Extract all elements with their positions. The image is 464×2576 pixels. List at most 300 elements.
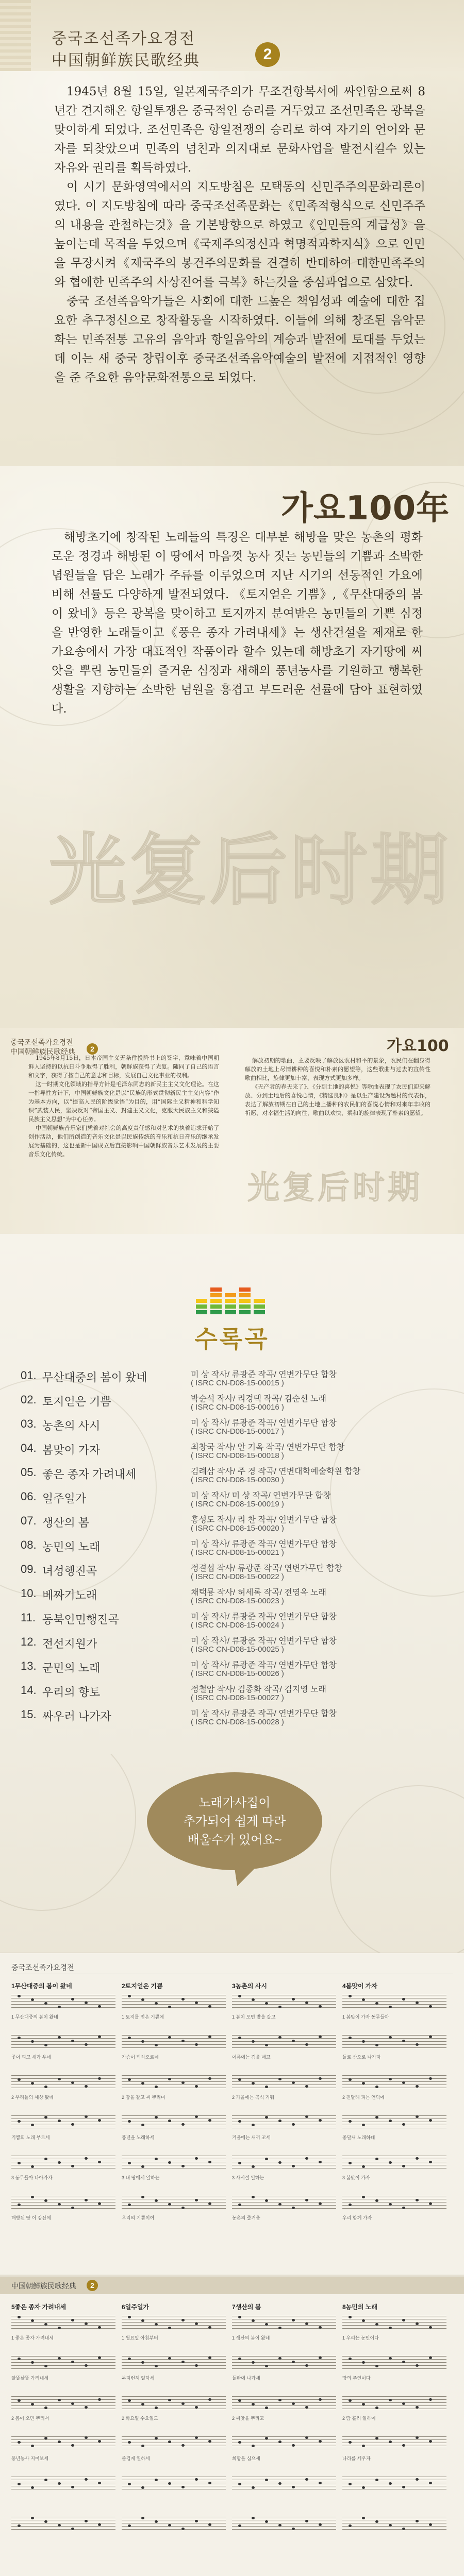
music-note: [389, 2203, 392, 2206]
lyric-line: 1 월요일 아침부터: [122, 2335, 158, 2341]
lyric-line: 풍년농사 지어보세: [11, 2456, 49, 2461]
music-note: [416, 2478, 419, 2481]
music-note: [305, 2478, 308, 2481]
lyric-line: 꽃이 피고 새가 우네: [11, 2055, 52, 2060]
staff-line: [122, 2075, 226, 2076]
music-note: [44, 2479, 47, 2481]
staff-line: [232, 2047, 336, 2048]
music-staff: [342, 2196, 446, 2211]
music-note: [18, 1995, 21, 1997]
lyric-line: 3 봄맞이 가자: [342, 2175, 370, 2180]
music-note: [375, 2158, 378, 2160]
music-staff: [11, 2156, 115, 2171]
lyric-line: 3 동무들아 나아가자: [11, 2175, 53, 2180]
music-note: [349, 2120, 352, 2123]
music-note: [319, 2523, 322, 2526]
music-note: [349, 2078, 352, 2081]
equalizer-bar: [196, 1310, 207, 1314]
music-note: [181, 2486, 185, 2488]
track-title: 군민의 노래: [42, 1662, 101, 1674]
music-note: [18, 2441, 21, 2444]
music-note: [349, 2037, 352, 2039]
music-note: [195, 2199, 198, 2201]
music-note: [85, 2520, 88, 2522]
music-note: [71, 2486, 74, 2488]
music-note: [362, 1998, 365, 2001]
chinese-paragraph: 这一时期文化领域的指导方针是毛泽东同志的新民主主义文化理论。在这一指导性方针下，中国朝鲜族文化是以“民族的形式贯彻新民主主义内容”作为基本方向，以“提高人民的阶级觉悟”为目的，用“国际主义精神和科学知识”武装人民，坚决反对“帝国主义、封建主义文化，克服大民族主义和狭隘民族主义思想”为中心任务。: [28, 1081, 219, 1123]
music-note: [349, 2399, 352, 2402]
music-note: [44, 2406, 47, 2409]
music-note: [208, 2482, 211, 2484]
music-note: [128, 2441, 131, 2444]
track-isrc: ( ISRC CN-D08-15-00016 ): [191, 1403, 284, 1412]
track-number: 04.: [21, 1442, 37, 1454]
music-note: [85, 2085, 88, 2088]
music-note: [402, 2486, 405, 2488]
music-note: [208, 2326, 211, 2329]
music-note: [375, 2437, 378, 2439]
staff-line: [232, 2322, 336, 2323]
music-note: [416, 2085, 419, 2088]
music-note: [416, 2199, 419, 2201]
music-note: [71, 2319, 74, 2321]
music-note: [292, 2528, 295, 2530]
music-note: [319, 2036, 322, 2038]
staff-line: [11, 2041, 115, 2042]
music-note: [349, 2316, 352, 2318]
music-note: [305, 2157, 308, 2160]
mini-header-chinese: 中国朝鲜族民歌经典: [10, 1048, 75, 1056]
music-note: [305, 2520, 308, 2522]
music-staff: [232, 2156, 336, 2171]
staff-line: [342, 2368, 446, 2369]
music-note: [319, 2005, 322, 2008]
music-note: [362, 2040, 365, 2043]
chinese-text-right: [245, 1056, 430, 1117]
music-note: [278, 2036, 281, 2039]
music-note: [141, 2403, 144, 2405]
staff-line: [11, 2075, 115, 2076]
music-note: [429, 2398, 432, 2401]
music-note: [265, 2158, 268, 2160]
music-note: [402, 2165, 405, 2167]
music-note: [319, 2398, 322, 2401]
music-note: [362, 2165, 365, 2168]
music-note: [181, 2207, 185, 2209]
music-note: [181, 2081, 185, 2084]
music-staff: [342, 2356, 446, 2371]
staff-line: [342, 2004, 446, 2005]
music-note: [141, 2040, 144, 2043]
staff-line: [11, 2322, 115, 2323]
track-row: [21, 1682, 443, 1706]
music-staff: [11, 2356, 115, 2371]
staff-line: [342, 2038, 446, 2039]
music-note: [58, 2524, 61, 2527]
music-staff: [122, 2156, 226, 2171]
music-note: [265, 2044, 268, 2046]
music-note: [141, 2319, 144, 2322]
equalizer-icon: [196, 1283, 268, 1314]
music-note: [155, 2479, 158, 2481]
staff-line: [342, 2436, 446, 2437]
track-isrc: ( ISRC CN-D08-15-00020 ): [191, 1524, 284, 1533]
music-note: [141, 2445, 144, 2447]
music-note: [362, 2319, 365, 2322]
equalizer-bar: [225, 1310, 236, 1314]
staff-line: [11, 2115, 115, 2116]
music-note: [85, 2478, 88, 2481]
staff-line: [122, 2208, 226, 2209]
track-credit: 미 상 작사/ 류광준 작곡/ 연변가무단 합창: [191, 1419, 337, 1428]
music-note: [292, 2207, 295, 2209]
equalizer-bar: [225, 1304, 236, 1309]
bubble-line: 노래가사집이: [198, 1796, 271, 1810]
lyric-line: 3 사시절 일하는: [232, 2175, 264, 2180]
music-note: [375, 2116, 378, 2119]
music-staff: [122, 2115, 226, 2131]
music-note: [31, 2517, 34, 2519]
staff-line: [342, 2405, 446, 2406]
music-note: [252, 2319, 255, 2322]
staff-line: [122, 2325, 226, 2326]
track-row: [21, 1657, 443, 1682]
music-note: [238, 2316, 241, 2318]
staff-line: [342, 2205, 446, 2206]
music-note: [141, 2082, 144, 2084]
bubble-section: [0, 1754, 464, 1953]
track-credit: 최창국 작사/ 안 기옥 작곡/ 연변가무단 합창: [191, 1443, 345, 1452]
lyric-line: 1 우리는 농민이다: [342, 2335, 379, 2341]
music-note: [305, 2043, 308, 2046]
music-note: [208, 2398, 211, 2401]
staff-line: [232, 2368, 336, 2369]
music-note: [58, 2161, 61, 2164]
track-isrc: ( ISRC CN-D08-15-00019 ): [191, 1500, 284, 1509]
track-credit: 박순석 작사/ 리경택 작곡/ 김순선 노래: [191, 1395, 326, 1403]
music-note: [44, 2116, 47, 2119]
music-note: [389, 2120, 392, 2122]
music-note: [71, 1998, 74, 2001]
music-note: [238, 2204, 241, 2206]
lyric-line: 2 씨앗을 뿌리고: [232, 2416, 264, 2421]
track-row: [21, 1585, 443, 1609]
music-note: [375, 2323, 378, 2326]
track-row: [21, 1609, 443, 1633]
music-note: [402, 1998, 405, 2001]
song-sheet: [232, 2302, 336, 2576]
music-note: [44, 2002, 47, 2005]
music-note: [305, 2323, 308, 2325]
equalizer-bar: [210, 1304, 222, 1309]
music-note: [71, 2361, 74, 2363]
music-note: [31, 2445, 34, 2447]
staff-line: [342, 2359, 446, 2360]
lyric-line: 2 진달래 피는 언덕에: [342, 2095, 385, 2100]
track-title: 농민의 노래: [42, 1540, 101, 1553]
track-isrc: ( ISRC CN-D08-15-00026 ): [191, 1669, 284, 1678]
music-staff: [232, 1995, 336, 2010]
music-staff: [232, 2196, 336, 2211]
staff-line: [232, 2208, 336, 2209]
lyric-line: 즐겁게 일하세: [122, 2456, 150, 2461]
music-note: [168, 2327, 171, 2329]
song-sheet: [342, 1981, 446, 2260]
music-note: [319, 2440, 322, 2443]
music-note: [278, 2482, 281, 2485]
music-note: [238, 2120, 241, 2123]
music-note: [389, 2078, 392, 2080]
bubble-text: [147, 1794, 322, 1850]
staff-line: [11, 2047, 115, 2048]
music-note: [98, 2036, 101, 2038]
equalizer-bar: [225, 1293, 236, 1297]
track-credit: 정결섭 작사/ 류광준 작곡/ 연변가무단 합창: [191, 1564, 342, 1573]
songbook-columns: [11, 2302, 453, 2576]
staff-line: [232, 2405, 336, 2406]
music-note: [429, 2482, 432, 2484]
music-note: [85, 2115, 88, 2118]
track-isrc: ( ISRC CN-D08-15-00030 ): [191, 1476, 284, 1484]
music-note: [429, 2357, 432, 2359]
staff-line: [342, 2075, 446, 2076]
staff-line: [342, 2322, 446, 2323]
music-note: [141, 2361, 144, 2364]
staff-line: [342, 2084, 446, 2085]
staff-line: [232, 2004, 336, 2005]
equalizer-bar: [239, 1304, 251, 1309]
song-title: 7생산의 봄: [232, 2303, 261, 2311]
music-note: [362, 2124, 365, 2126]
staff-line: [122, 2359, 226, 2360]
music-note: [416, 2520, 419, 2522]
music-note: [389, 2327, 392, 2329]
lyric-line: 땅의 주인이다: [342, 2376, 371, 2381]
music-note: [71, 2081, 74, 2084]
music-note: [402, 2361, 405, 2363]
music-note: [402, 2207, 405, 2209]
speech-bubble-tail: [226, 1861, 255, 1889]
staff-line: [11, 2402, 115, 2403]
staff-line: [11, 2436, 115, 2437]
music-staff: [11, 2517, 115, 2532]
music-note: [195, 2043, 198, 2046]
staff-line: [11, 2405, 115, 2406]
music-note: [349, 2162, 352, 2164]
music-note: [71, 2528, 74, 2530]
music-note: [58, 2203, 61, 2206]
music-note: [278, 2161, 281, 2164]
staff-line: [11, 2368, 115, 2369]
music-note: [128, 2483, 131, 2485]
music-note: [402, 2040, 405, 2042]
music-note: [362, 2517, 365, 2519]
music-note: [252, 2445, 255, 2447]
music-note: [71, 2402, 74, 2405]
music-note: [389, 2524, 392, 2527]
staff-line: [232, 2402, 336, 2403]
track-title: 농촌의 사시: [42, 1419, 101, 1432]
music-note: [429, 2077, 432, 2080]
track-isrc: ( ISRC CN-D08-15-00022 ): [191, 1572, 284, 1581]
music-note: [155, 2199, 158, 2202]
music-staff: [122, 2316, 226, 2331]
music-note: [416, 2043, 419, 2046]
left-page: [0, 1028, 232, 1234]
music-note: [18, 2399, 21, 2402]
music-note: [252, 2165, 255, 2168]
music-note: [278, 2203, 281, 2206]
staff-line: [122, 2526, 226, 2527]
staff-line: [342, 2396, 446, 2397]
music-note: [31, 2040, 34, 2043]
music-note: [31, 2196, 34, 2198]
music-note: [44, 2158, 47, 2160]
music-staff: [122, 2436, 226, 2452]
volume-badge-small: 2: [87, 1043, 98, 1055]
music-note: [31, 2165, 34, 2168]
music-note: [305, 2002, 308, 2004]
music-note: [128, 2037, 131, 2039]
intro-paragraph: 중국 조선족음악가들은 사회에 대한 드높은 책임성과 예술에 대한 집요한 추구정신으로 창작활동을 시작하였다. 이들에 의해 창조된 음악문화는 민족전통 고유의 음악과 항일음악의 계승과 발전에 토대를 두었는데 이는 새 중국 창립이후 중국조선족음악예술의 발전에 지접적인 영향을 준 주요한 음악문화전통으로 되었다.: [54, 295, 425, 384]
music-note: [18, 2204, 21, 2206]
music-note: [18, 2483, 21, 2485]
lyric-line: 알뜰살뜰 가려내세: [11, 2376, 49, 2381]
staff-line: [232, 2041, 336, 2042]
staff-line: [122, 2115, 226, 2116]
music-note: [375, 2365, 378, 2367]
music-note: [208, 2202, 211, 2205]
track-list: [21, 1367, 443, 1730]
staff-line: [232, 2001, 336, 2002]
track-number: 11.: [21, 1611, 36, 1624]
music-note: [278, 2357, 281, 2360]
music-note: [402, 2528, 405, 2530]
music-note: [44, 2323, 47, 2326]
music-note: [349, 2204, 352, 2206]
music-note: [98, 2161, 101, 2163]
music-note: [168, 2399, 171, 2401]
music-note: [98, 2326, 101, 2329]
music-note: [252, 2486, 255, 2489]
track-title: 봄맞이 가자: [42, 1444, 101, 1456]
lyric-line: 부지런히 일하세: [122, 2376, 155, 2381]
music-note: [252, 2124, 255, 2126]
staff-line: [122, 2205, 226, 2206]
track-isrc: ( ISRC CN-D08-15-00027 ): [191, 1693, 284, 1702]
music-staff: [11, 2035, 115, 2050]
track-isrc: ( ISRC CN-D08-15-00017 ): [191, 1427, 284, 1436]
music-note: [44, 2086, 47, 2088]
track-number: 13.: [21, 1659, 37, 1672]
music-note: [208, 2077, 211, 2080]
track-credit: 미 상 작사/ 류광준 작곡/ 연변가무단 합창: [191, 1637, 337, 1646]
equalizer-bar: [239, 1310, 251, 1314]
music-note: [155, 2158, 158, 2160]
music-staff: [342, 2517, 446, 2532]
music-note: [195, 2406, 198, 2409]
track-row: [21, 1536, 443, 1561]
music-note: [155, 2520, 158, 2523]
music-note: [155, 2437, 158, 2439]
songbook-columns: [11, 1981, 453, 2265]
lyric-line: 나라를 세우자: [342, 2456, 371, 2461]
song-title: 2토지얻은 기쁨: [122, 1982, 163, 1990]
music-note: [181, 2444, 185, 2447]
music-note: [44, 2437, 47, 2439]
track-title: 베짜기노래: [42, 1589, 97, 1602]
track-title: 전선지원가: [42, 1637, 97, 1650]
track-title: 생산의 봄: [42, 1516, 90, 1529]
staff-line: [342, 2041, 446, 2042]
lyric-line: 겨울에는 새끼 꼬세: [232, 2135, 271, 2140]
music-note: [292, 1998, 295, 2001]
music-note: [155, 2044, 158, 2046]
header-title-korean: 중국조선족가요경전: [52, 30, 195, 47]
staff-line: [122, 2004, 226, 2005]
music-note: [362, 2082, 365, 2084]
music-note: [278, 2078, 281, 2080]
music-note: [181, 2528, 185, 2530]
staff-line: [122, 2396, 226, 2397]
music-note: [265, 2002, 268, 2005]
music-staff: [122, 2517, 226, 2532]
track-title: 무산대중의 봄이 왔네: [42, 1371, 147, 1384]
music-staff: [342, 2477, 446, 2492]
lyric-line: 2 가을에는 곡식 거둬: [232, 2095, 275, 2100]
music-note: [58, 2327, 61, 2329]
music-note: [349, 2524, 352, 2527]
track-title: 우리의 향토: [42, 1686, 101, 1699]
track-credit: 미 상 작사/ 류광준 작곡/ 연변가무단 합창: [191, 1613, 337, 1621]
music-staff: [232, 2316, 336, 2331]
music-note: [58, 2399, 61, 2401]
music-note: [98, 2077, 101, 2080]
music-note: [375, 2406, 378, 2409]
music-note: [265, 2116, 268, 2119]
staff-line: [122, 2368, 226, 2369]
music-note: [31, 2486, 34, 2489]
music-note: [18, 2524, 21, 2527]
song-sheet: [11, 1981, 115, 2260]
music-note: [278, 2327, 281, 2329]
music-note: [305, 2115, 308, 2118]
music-note: [98, 2202, 101, 2205]
staff-line: [11, 2396, 115, 2397]
music-note: [416, 2436, 419, 2439]
music-note: [389, 2399, 392, 2401]
songbook-page-1: [0, 1953, 464, 2275]
staff-line: [122, 2365, 226, 2366]
music-note: [71, 2207, 74, 2209]
staff-line: [122, 2322, 226, 2323]
music-staff: [11, 2396, 115, 2412]
music-note: [155, 2002, 158, 2005]
track-title: 동북인민행진곡: [42, 1613, 119, 1626]
chinese-paragraph: 中国朝鲜族音乐家们凭着对社会的高度责任感和对艺术的执着追求开始了创作活动，他们所创造的音乐文化是以民族传统的音乐和抗日音乐的继承发展为基础的，这也是新中国成立后直接影响中国朝鲜族音乐艺术发展的主要音乐文化传统。: [28, 1125, 219, 1158]
equalizer-bar: [210, 1310, 222, 1314]
mini-header-korean: 중국조선족가요경전: [10, 1038, 73, 1046]
staff-line: [122, 2362, 226, 2363]
track-number: 09.: [21, 1563, 37, 1575]
lyric-line: 가슴이 벅차오르네: [122, 2055, 159, 2060]
music-note: [18, 2316, 21, 2318]
track-credit: 채택룡 작사/ 허세록 작곡/ 전영옥 노래: [191, 1588, 326, 1597]
track-number: 06.: [21, 1490, 37, 1503]
songbook-header: 중국조선족가요경전: [11, 1963, 74, 1972]
staff-line: [232, 2325, 336, 2326]
lyric-line: 1 생산의 봄이 왔네: [232, 2335, 270, 2341]
